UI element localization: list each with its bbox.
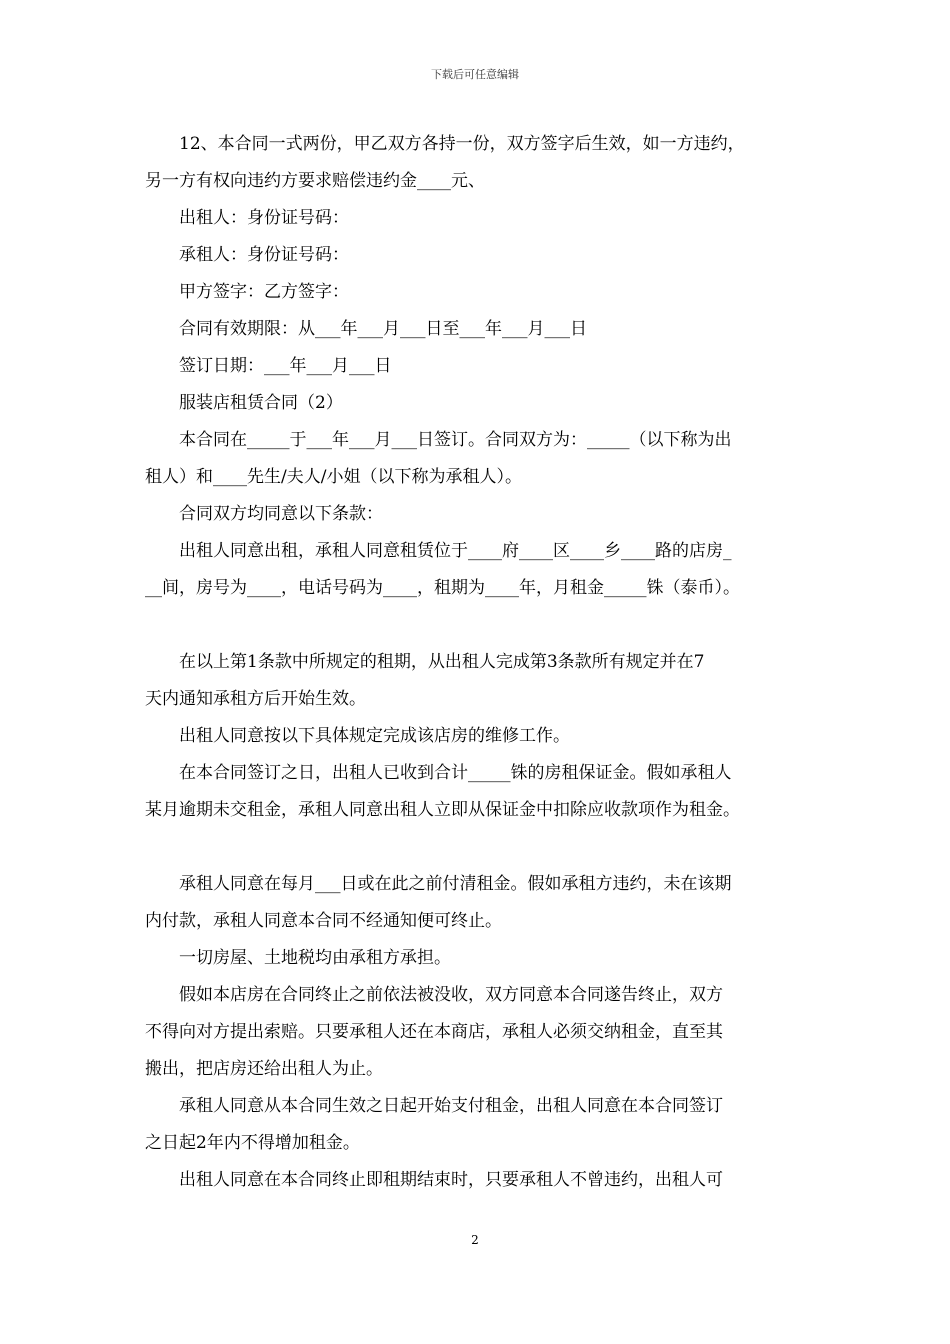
paragraph-line: 合同双方均同意以下条款： <box>179 504 383 524</box>
blank-line <box>145 829 825 866</box>
paragraph-line: 天内通知承租方后开始生效。 <box>145 689 366 709</box>
paragraph-line: 承租人同意在每月___日或在此之前付清租金。假如承租方违约，未在该期 <box>179 874 732 894</box>
paragraph-line: 另一方有权向违约方要求赔偿违约金____元、 <box>145 171 485 191</box>
document-body <box>145 126 825 1199</box>
paragraph-line: 不得向对方提出索赔。只要承租人还在本商店，承租人必须交纳租金，直至其 <box>145 1022 723 1042</box>
paragraph-line: 甲方签字：乙方签字： <box>179 282 349 302</box>
paragraph-line: 搬出，把店房还给出租人为止。 <box>145 1059 383 1079</box>
paragraph-line: 出租人同意在本合同终止即租期结束时，只要承租人不曾违约，出租人可 <box>179 1170 723 1190</box>
paragraph-line: 在以上第1条款中所规定的租期，从出租人完成第3条款所有规定并在7 <box>179 652 705 672</box>
paragraph-line: 之日起2年内不得增加租金。 <box>145 1133 360 1153</box>
page-number: 2 <box>471 1233 479 1247</box>
paragraph-line: 在本合同签订之日，出租人已收到合计_____铢的房租保证金。假如承租人 <box>179 763 732 783</box>
paragraph-line: 出租人同意按以下具体规定完成该店房的维修工作。 <box>179 726 570 746</box>
paragraph-line: 签订日期：___年___月___日 <box>179 356 392 376</box>
paragraph-line: 一切房屋、土地税均由承租方承担。 <box>179 948 451 968</box>
paragraph-line: 租人）和____先生/夫人/小姐（以下称为承租人）。 <box>145 467 522 487</box>
blank-line <box>145 607 825 644</box>
paragraph-line: 本合同在_____于___年___月___日签订。合同双方为：_____（以下称为出 <box>179 430 732 450</box>
section-title: 服装店租赁合同（2） <box>179 393 343 413</box>
paragraph-line: 合同有效期限：从___年___月___日至___年___月___日 <box>179 319 587 339</box>
paragraph-line: 出租人同意出租，承租人同意租赁位于____府____区____乡____路的店房_ <box>179 541 732 561</box>
paragraph-line: 假如本店房在合同终止之前依法被没收，双方同意本合同遂告终止，双方 <box>179 985 723 1005</box>
paragraph-line: 承租人同意从本合同生效之日起开始支付租金，出租人同意在本合同签订 <box>179 1096 723 1116</box>
paragraph-line: __间，房号为____，电话号码为____，租期为____年，月租金_____铢（泰币）。 <box>145 578 740 598</box>
paragraph-line: 12、本合同一式两份，甲乙双方各持一份，双方签字后生效，如一方违约， <box>179 134 745 154</box>
paragraph-line: 内付款，承租人同意本合同不经通知便可终止。 <box>145 911 502 931</box>
paragraph-line: 某月逾期未交租金，承租人同意出租人立即从保证金中扣除应收款项作为租金。 <box>145 800 740 820</box>
paragraph-line: 承租人：身份证号码： <box>179 245 349 265</box>
paragraph-line: 出租人：身份证号码： <box>179 208 349 228</box>
page-header: 下载后可任意编辑 <box>431 68 519 81</box>
